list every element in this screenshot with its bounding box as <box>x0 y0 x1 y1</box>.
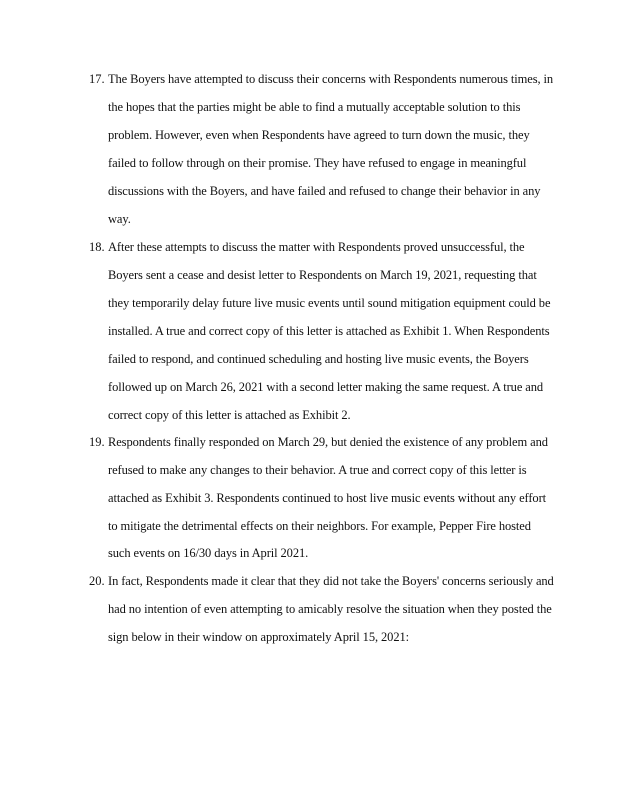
paragraph-line: had no intention of even attempting to amicably resolve the situation when they posted the <box>108 602 552 616</box>
paragraph-line: to mitigate the detrimental effects on their neighbors. For example, Pepper Fire hosted <box>108 519 531 533</box>
paragraph-line: Respondents finally responded on March 29, but denied the existence of any problem and <box>108 435 548 449</box>
paragraph-line: The Boyers have attempted to discuss their concerns with Respondents numerous times, in <box>108 72 554 86</box>
paragraph-line: refused to make any changes to their behavior. A true and correct copy of this letter is <box>108 463 527 477</box>
paragraph-number: 20. <box>89 574 105 588</box>
paragraph-number: 19. <box>89 435 105 449</box>
paragraph-line: Boyers sent a cease and desist letter to Respondents on March 19, 2021, requesting that <box>108 268 537 282</box>
paragraph-line: discussions with the Boyers, and have failed and refused to change their behavior in any <box>108 184 541 198</box>
paragraph-line: installed. A true and correct copy of this letter is attached as Exhibit 1. When Respondents <box>108 324 550 338</box>
paragraph-line: the hopes that the parties might be able to find a mutually acceptable solution to this <box>108 100 521 114</box>
paragraph-line: such events on 16/30 days in April 2021. <box>108 546 309 560</box>
paragraph-line: After these attempts to discuss the matter with Respondents proved unsuccessful, the <box>108 240 525 254</box>
paragraph-line: sign below in their window on approximately April 15, 2021: <box>108 630 410 644</box>
paragraph-line: attached as Exhibit 3. Respondents continued to host live music events without any effort <box>108 491 547 505</box>
paragraph-line: failed to follow through on their promise. They have refused to engage in meaningful <box>108 156 527 170</box>
paragraph-line: followed up on March 26, 2021 with a second letter making the same request. A true and <box>108 380 544 394</box>
paragraph-line: they temporarily delay future live music events until sound mitigation equipment could be <box>108 296 551 310</box>
paragraph-number: 18. <box>89 240 105 254</box>
paragraph-line: correct copy of this letter is attached as Exhibit 2. <box>108 408 351 422</box>
paragraph-number: 17. <box>89 72 105 86</box>
paragraph-line: failed to respond, and continued scheduling and hosting live music events, the Boyers <box>108 352 529 366</box>
paragraph-line: way. <box>108 212 131 226</box>
paragraph-line: In fact, Respondents made it clear that they did not take the Boyers' concerns seriously and <box>108 574 554 588</box>
paragraph-line: problem. However, even when Respondents have agreed to turn down the music, they <box>108 128 530 142</box>
